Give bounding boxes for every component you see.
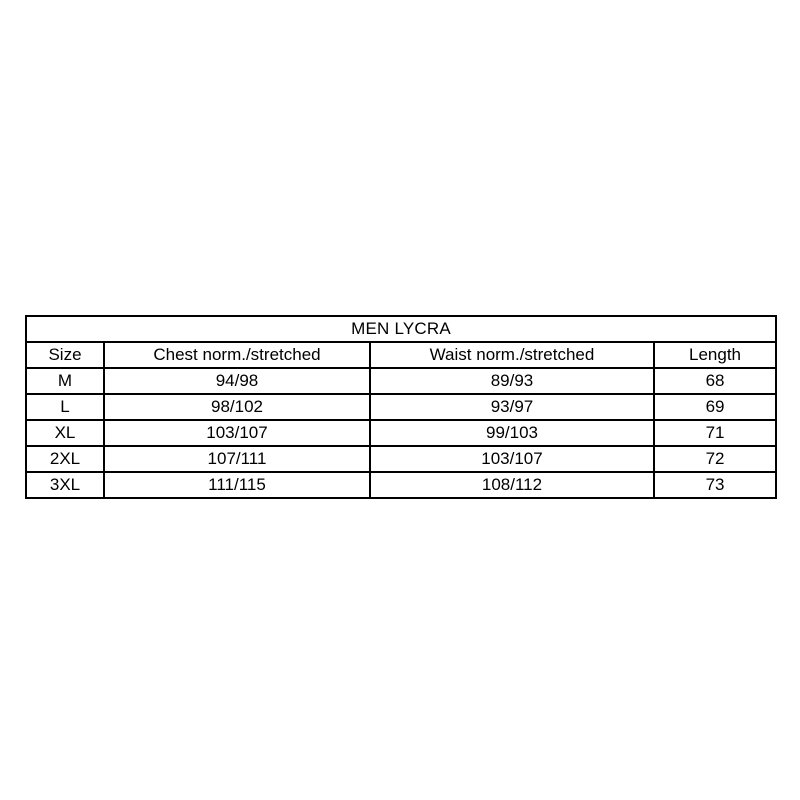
cell-length: 71 <box>654 420 776 446</box>
table-caption: MEN LYCRA <box>26 316 776 342</box>
cell-length: 73 <box>654 472 776 498</box>
table-row <box>26 472 776 498</box>
cell-waist: 89/93 <box>370 368 654 394</box>
cell-chest: 98/102 <box>104 394 370 420</box>
cell-waist: 99/103 <box>370 420 654 446</box>
size-chart-table <box>25 315 777 499</box>
table-row <box>26 446 776 472</box>
cell-size: XL <box>26 420 104 446</box>
cell-length: 69 <box>654 394 776 420</box>
table-title-row <box>26 316 776 342</box>
cell-chest: 103/107 <box>104 420 370 446</box>
cell-chest: 111/115 <box>104 472 370 498</box>
cell-chest: 94/98 <box>104 368 370 394</box>
column-header-waist: Waist norm./stretched <box>370 342 654 368</box>
cell-length: 68 <box>654 368 776 394</box>
cell-waist: 93/97 <box>370 394 654 420</box>
size-chart-container <box>25 315 775 499</box>
column-header-chest: Chest norm./stretched <box>104 342 370 368</box>
table-row <box>26 394 776 420</box>
cell-length: 72 <box>654 446 776 472</box>
cell-size: 2XL <box>26 446 104 472</box>
column-header-size: Size <box>26 342 104 368</box>
cell-waist: 108/112 <box>370 472 654 498</box>
cell-waist: 103/107 <box>370 446 654 472</box>
cell-size: M <box>26 368 104 394</box>
column-header-length: Length <box>654 342 776 368</box>
cell-size: L <box>26 394 104 420</box>
table-row <box>26 420 776 446</box>
table-row <box>26 368 776 394</box>
cell-size: 3XL <box>26 472 104 498</box>
table-header-row <box>26 342 776 368</box>
cell-chest: 107/111 <box>104 446 370 472</box>
